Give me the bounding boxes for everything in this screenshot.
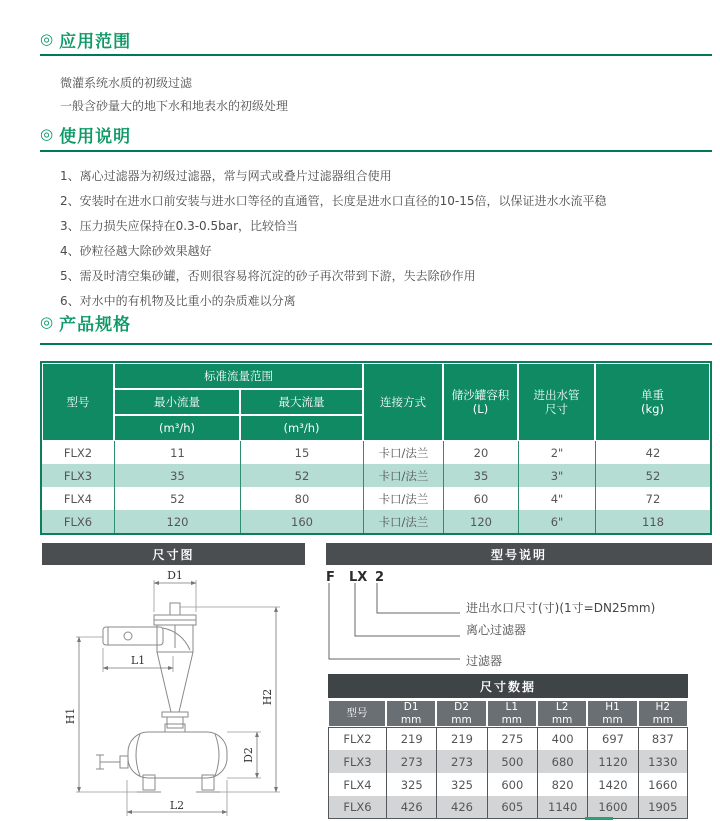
dim-header-cell: 型号: [328, 700, 386, 727]
dim-cell: 1660: [638, 773, 688, 796]
usage-section-title: [40, 122, 131, 147]
dim-label-l1: L1: [130, 654, 146, 667]
spec-header-max-flow: 最大流量: [240, 389, 363, 415]
dim-cell: 273: [436, 750, 486, 773]
section-rule: [40, 150, 712, 152]
dim-cell: 1330: [638, 750, 688, 773]
spec-cell: 2": [518, 441, 595, 464]
usage-item: 1、离心过滤器为初级过滤器，常与网式或叠片过滤器组合使用: [60, 169, 392, 183]
dimension-drawing-header: 尺寸图: [42, 543, 305, 565]
specs-section-title: [40, 310, 131, 335]
spec-cell: 15: [240, 441, 363, 464]
spec-cell: 卡口/法兰: [363, 441, 443, 464]
dim-label-d2: D2: [242, 747, 255, 763]
bottom-accent-line: [585, 817, 613, 820]
spec-cell: 120: [114, 510, 240, 533]
dim-cell: 600: [487, 773, 537, 796]
section-rule: [40, 343, 712, 345]
section-title-text: 产品规格: [59, 315, 132, 335]
dim-cell: 500: [487, 750, 537, 773]
legend-label-pipe-size: 进出水口尺寸(寸)(1寸=DN25mm): [466, 601, 656, 615]
model-code-letter-f: F: [326, 570, 335, 585]
dim-header-cell: H2 mm: [638, 700, 688, 727]
dim-cell: 275: [487, 727, 537, 750]
spec-cell: 80: [240, 487, 363, 510]
spec-header-flow-unit: (m³/h): [240, 415, 363, 441]
dim-cell: 1600: [587, 796, 637, 819]
spec-cell: 52: [240, 464, 363, 487]
dim-cell: FLX6: [328, 796, 386, 819]
dim-cell: 1420: [587, 773, 637, 796]
spec-header-connection: 连接方式: [363, 363, 443, 441]
section-bullet-icon: ◎: [40, 30, 55, 48]
dim-label-h1: H1: [64, 707, 77, 725]
dim-cell: 219: [386, 727, 436, 750]
section-title-text: 应用范围: [59, 32, 132, 52]
spec-cell: FLX4: [63, 491, 93, 506]
usage-item: 5、需及时清空集砂罐，否则很容易将沉淀的砂子再次带到下游，失去除砂作用: [60, 269, 476, 283]
spec-header-min-flow: 最小流量: [114, 389, 240, 415]
spec-header-flow-unit: (m³/h): [114, 415, 240, 441]
dim-cell: 426: [436, 796, 486, 819]
spec-cell: FLX6: [42, 510, 114, 533]
spec-cell: 11: [114, 441, 240, 464]
spec-cell: 卡口/法兰: [363, 464, 443, 487]
spec-cell: 160: [240, 510, 363, 533]
spec-cell: 35: [443, 464, 518, 487]
dim-header-cell: L1 mm: [487, 700, 537, 727]
dim-cell: 1140: [537, 796, 587, 819]
dim-cell: 1905: [638, 796, 688, 819]
section-bullet-icon: ◎: [40, 313, 55, 331]
spec-header-model: 型号: [42, 363, 114, 441]
usage-item: 3、压力损失应保持在0.3-0.5bar，比较恰当: [60, 219, 299, 233]
model-code-letter-2: 2: [375, 570, 385, 585]
dim-cell: FLX2: [328, 727, 386, 750]
dim-cell: FLX4: [328, 773, 386, 796]
spec-header-sand-tank: 储沙罐容积 (L): [443, 363, 518, 441]
dim-label-d1: D1: [167, 569, 183, 582]
dim-header-cell: H1 mm: [587, 700, 637, 727]
application-paragraph: 一般含砂量大的地下水和地表水的初级处理: [60, 99, 289, 113]
spec-cell: 卡口/法兰: [363, 510, 443, 533]
dim-cell: 697: [587, 727, 637, 750]
dim-cell: 837: [638, 727, 688, 750]
spec-cell: 20: [443, 441, 518, 464]
dim-cell: 219: [436, 727, 486, 750]
legend-label-centrifugal-filter: 离心过滤器: [466, 623, 527, 637]
dim-header-cell: D2 mm: [436, 700, 486, 727]
spec-header-pipe-size: 进出水管 尺寸: [518, 363, 595, 441]
spec-cell: 35: [114, 464, 240, 487]
section-bullet-icon: ◎: [40, 125, 55, 143]
dim-cell: 1120: [587, 750, 637, 773]
spec-header-weight: 单重 (kg): [595, 363, 710, 441]
spec-cell: 72: [595, 487, 710, 510]
applications-section-title: [40, 27, 131, 52]
spec-cell: FLX3: [42, 464, 114, 487]
dim-label-l2: L2: [169, 799, 185, 812]
spec-cell: 3": [518, 464, 595, 487]
section-rule: [40, 54, 712, 56]
legend-label-filter: 过滤器: [466, 654, 503, 668]
section-title-text: 使用说明: [59, 127, 132, 147]
spec-cell: 6": [518, 510, 595, 533]
dim-cell: FLX3: [328, 750, 386, 773]
dim-cell: 325: [386, 773, 436, 796]
dim-cell: 605: [487, 796, 537, 819]
usage-item: 4、砂粒径越大除砂效果越好: [60, 244, 212, 258]
dim-cell: 680: [537, 750, 587, 773]
application-paragraph: 微灌系统水质的初级过滤: [60, 76, 193, 90]
spec-cell: FLX2: [63, 445, 93, 460]
dim-table-title: 尺寸数据: [328, 674, 688, 698]
spec-cell: 118: [595, 510, 710, 533]
dim-table: [328, 674, 688, 819]
spec-cell: 60: [443, 487, 518, 510]
dimension-drawing: [32, 566, 312, 821]
spec-cell: 120: [443, 510, 518, 533]
dim-cell: 273: [386, 750, 436, 773]
dim-cell: 426: [386, 796, 436, 819]
dim-label-h2: H2: [261, 688, 274, 706]
spec-cell: 52: [595, 464, 710, 487]
dim-header-cell: L2 mm: [537, 700, 587, 727]
spec-header-flow-range: 标准流量范围: [114, 363, 363, 389]
spec-cell: 42: [595, 441, 710, 464]
spec-cell: 52: [114, 487, 240, 510]
usage-item: 2、安装时在进水口前安装与进水口等径的直通管，长度是进水口直径的10-15倍，以保证进水水流平稳: [60, 194, 607, 208]
model-description-header: 型号说明: [326, 543, 712, 565]
drawing-svg: [32, 566, 312, 821]
model-legend-lines: [320, 580, 470, 670]
spec-cell: 卡口/法兰: [363, 487, 443, 510]
dim-cell: 820: [537, 773, 587, 796]
dim-cell: 400: [537, 727, 587, 750]
spec-cell: 4": [518, 487, 595, 510]
model-code-letter-lx: LX: [349, 570, 368, 585]
usage-item: 6、对水中的有机物及比重小的杂质难以分离: [60, 294, 296, 308]
spec-table: [40, 361, 712, 535]
dim-header-cell: D1 mm: [386, 700, 436, 727]
dim-cell: 325: [436, 773, 486, 796]
